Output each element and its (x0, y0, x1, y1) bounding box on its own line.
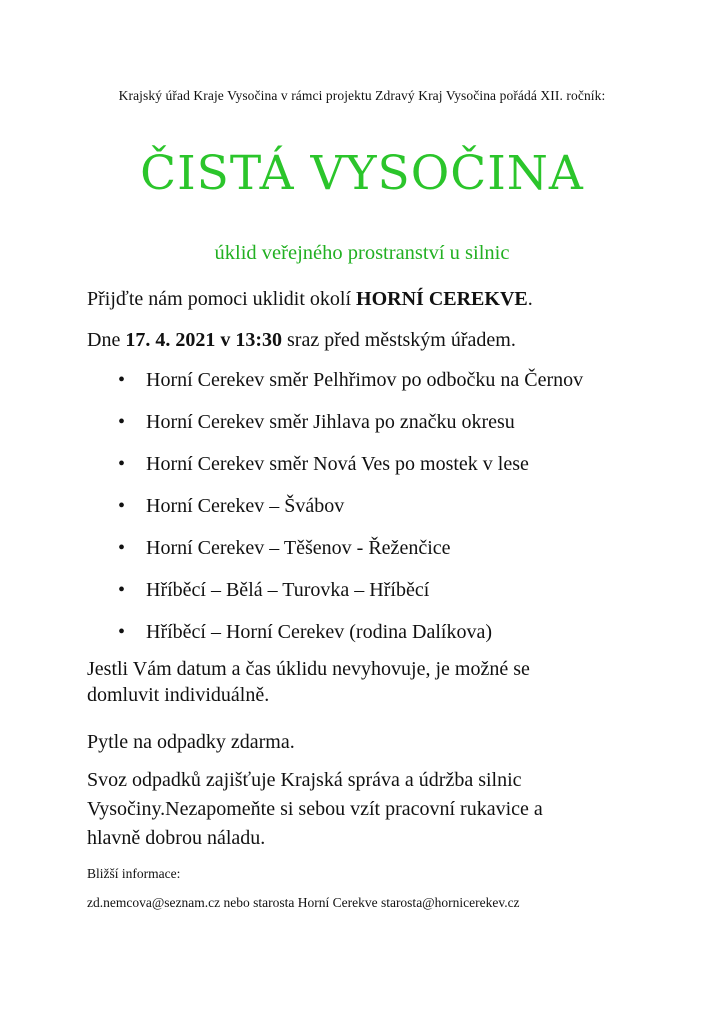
list-item (118, 451, 583, 493)
bullet-icon: • (118, 537, 126, 559)
individual-line-2: domluvit individuálně. (87, 684, 270, 706)
route-text: Hříběcí – Bělá – Turovka – Hříběcí (146, 579, 430, 601)
disposal-line-1: Svoz odpadků zajišťuje Krajská správa a údržba silnic (87, 769, 522, 791)
individual-line-1: Jestli Vám datum a čas úklidu nevyhovuje, je možné se (87, 658, 530, 680)
header-intro: Krajský úřad Kraje Vysočina v rámci projektu Zdravý Kraj Vysočina pořádá XII. ročník: (118, 88, 606, 103)
list-item (118, 577, 583, 619)
bullet-icon: • (118, 411, 126, 433)
list-item (118, 619, 583, 661)
invite-prefix: Přijďte nám pomoci uklidit okolí (87, 288, 357, 310)
contact-line: zd.nemcova@seznam.cz nebo starosta Horní Cerekve starosta@hornicerekev.cz (87, 895, 520, 910)
page-subtitle: úklid veřejného prostranství u silnic (214, 242, 510, 264)
meeting-paragraph (87, 327, 516, 353)
page-title: ČISTÁ VYSOČINA (140, 146, 584, 201)
route-text: Horní Cerekev směr Jihlava po značku okresu (146, 411, 515, 433)
invite-paragraph (87, 286, 533, 312)
bullet-icon: • (118, 369, 126, 391)
list-item (118, 367, 583, 409)
invite-place: HORNÍ CEREKVE (356, 288, 528, 310)
route-text: Horní Cerekev – Těšenov - Řeženčice (146, 537, 451, 559)
meeting-datetime: 17. 4. 2021 v 13:30 (125, 329, 282, 351)
list-item (118, 535, 583, 577)
bullet-icon: • (118, 453, 126, 475)
meeting-suffix: sraz před městským úřadem. (282, 329, 516, 351)
route-list (118, 367, 583, 661)
list-item (118, 409, 583, 451)
bullet-icon: • (118, 579, 126, 601)
list-item (118, 493, 583, 535)
disposal-line-3: hlavně dobrou náladu. (87, 827, 266, 849)
invite-suffix: . (527, 288, 533, 310)
contact-label: Bližší informace: (87, 866, 181, 881)
bullet-icon: • (118, 621, 126, 643)
meeting-prefix: Dne (87, 329, 126, 351)
route-text: Horní Cerekev směr Pelhřimov po odbočku na Černov (146, 369, 584, 391)
route-text: Horní Cerekev směr Nová Ves po mostek v lese (146, 453, 529, 475)
bags-paragraph: Pytle na odpadky zdarma. (87, 731, 295, 753)
route-text: Horní Cerekev – Švábov (146, 495, 345, 517)
disposal-line-2: Vysočiny.Nezapomeňte si sebou vzít pracovní rukavice a (87, 798, 543, 820)
bullet-icon: • (118, 495, 126, 517)
route-text: Hříběcí – Horní Cerekev (rodina Dalíkova) (146, 621, 492, 643)
